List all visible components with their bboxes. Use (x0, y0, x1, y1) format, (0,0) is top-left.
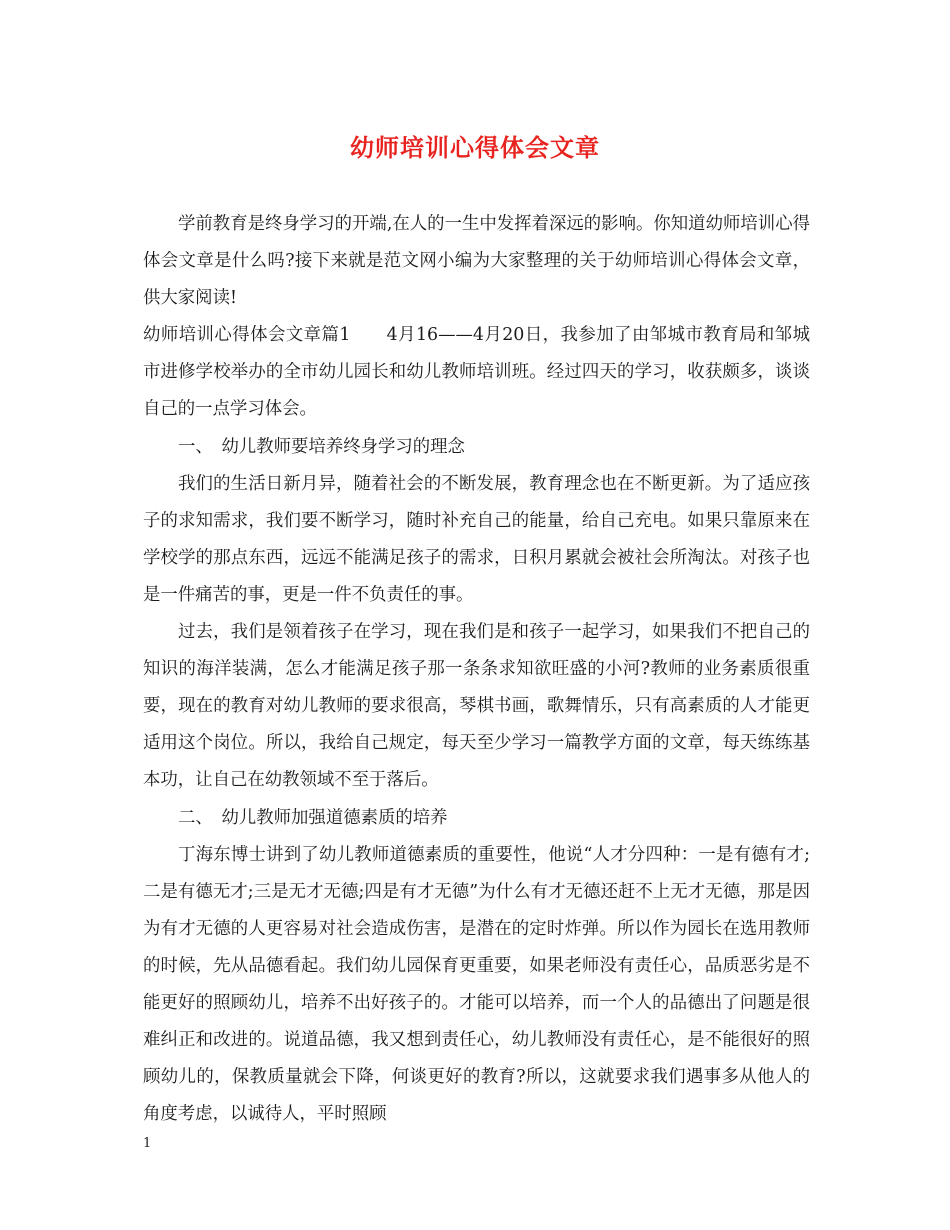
page-number: 1 (143, 1136, 152, 1151)
section-1-heading: 一、 幼儿教师要培养终身学习的理念 (178, 436, 465, 457)
section-2-heading: 二、 幼儿教师加强道德素质的培养 (178, 807, 448, 828)
intro-paragraph: 学前教育是终身学习的开端,在人的一生中发挥着深远的影响。你知道幼师培训心得体会文章是什么吗?接下来就是范文网小编为大家整理的关于幼师培训心得体会文章，供大家阅读! (143, 214, 810, 309)
document-body (143, 206, 810, 1133)
document-title: 幼师培训心得体会文章 (350, 133, 600, 162)
section-1-paragraph-1: 我们的生活日新月异，随着社会的不断发展，教育理念也在不断更新。为了适应孩子的求知需求，我们要不断学习，随时补充自己的能量，给自己充电。如果只靠原来在学校学的那点东西，远远不能满足孩子的需求，日积月累就会被社会所淘汰。对孩子也是一件痛苦的事，更是一件不负责任的事。 (143, 473, 810, 605)
section-1-paragraph-2: 过去，我们是领着孩子在学习，现在我们是和孩子一起学习，如果我们不把自己的知识的海洋装满，怎么才能满足孩子那一条条求知欲旺盛的小河?教师的业务素质很重要，现在的教育对幼儿教师的要求很高，琴棋书画，歌舞情乐，只有高素质的人才能更适用这个岗位。所以，我给自己规定，每天至少学习一篇教学方面的文章，每天练练基本功，让自己在幼教领域不至于落后。 (143, 622, 810, 791)
article-lead-paragraph: 幼师培训心得体会文章篇1 4月16——4月20日，我参加了由邹城市教育局和邹城市进修学校举办的全市幼儿园长和幼儿教师培训班。经过四天的学习，收获颇多，谈谈自己的一点学习体会。 (143, 325, 810, 420)
section-2-paragraph-1: 丁海东博士讲到了幼儿教师道德素质的重要性，他说“人才分四种：一是有德有才;二是有德无才;三是无才无德;四是有才无德”为什么有才无德还赶不上无才无德，那是因为有才无德的人更容易对社会造成伤害，是潜在的定时炸弹。所以作为园长在选用教师的时候，先从品德看起。我们幼儿园保育更重要，如果老师没有责任心，品质恶劣是不能更好的照顾幼儿，培养不出好孩子的。才能可以培养，而一个人的品德出了问题是很难纠正和改进的。说道品德，我又想到责任心，幼儿教师没有责任心，是不能很好的照顾幼儿的，保教质量就会下降，何谈更好的教育?所以，这就要求我们遇事多从他人的角度考虑，以诚待人，平时照顾 (143, 844, 810, 1125)
